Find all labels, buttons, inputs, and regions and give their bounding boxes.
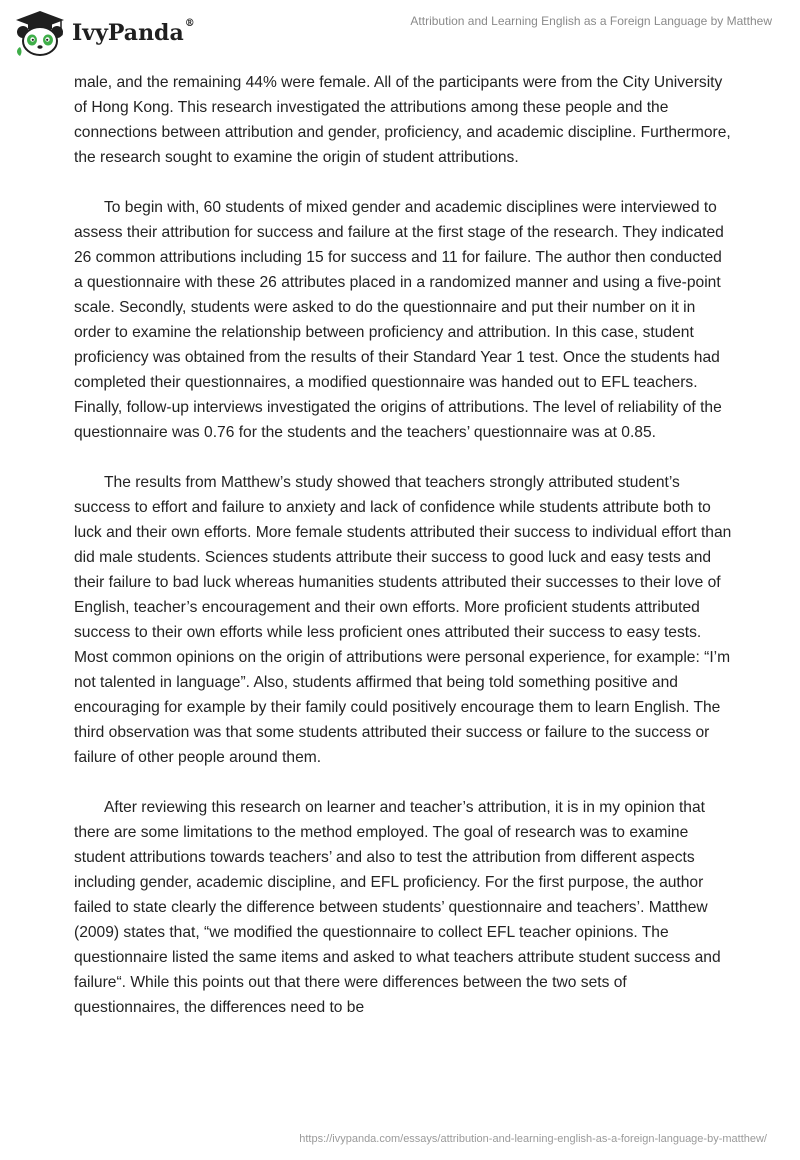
registered-mark: ®	[184, 18, 195, 29]
essay-body	[74, 70, 734, 1045]
brand-name: IvyPanda	[72, 20, 184, 46]
page-header	[0, 0, 800, 64]
document-title: Attribution and Learning English as a Foreign Language by Matthew	[410, 14, 772, 28]
paragraph-4: After reviewing this research on learner and teacher’s attribution, it is in my opinion that there are some limitations to the method employed. The goal of research was to examine student attributions towards teachers’ and also to test the attribution from different aspects including gender, academic discipline, and EFL proficiency. For the first purpose, the author failed to state clearly the difference between students’ questionnaire and teachers’. Matthew (2009) states that, “we modified the questionnaire to collect EFL teacher opinions. The questionnaire listed the same items and asked to what teachers attribute student success and failure“. While this points out that there were differences between the two sets of questionnaires, the differences need to be	[74, 799, 721, 1016]
paragraph-2: To begin with, 60 students of mixed gender and academic disciplines were interviewed to assess their attribution for success and failure at the first stage of the research. They indicated 26 common attributions including 15 for success and 11 for failure. The author then conducted a questionnaire with these 26 attributes placed in a randomized manner and using a five-point scale. Secondly, students were asked to do the questionnaire and put their number on it in order to examine the relationship between proficiency and attribution. In this case, student proficiency was obtained from the results of their Standard Year 1 test. Once the students had completed their questionnaires, a modified questionnaire was handed out to EFL teachers. Finally, follow-up interviews investigated the origins of attributions. The level of reliability of the questionnaire was 0.76 for the students and the teachers’ questionnaire was at 0.85.	[74, 199, 724, 441]
paragraph-1: male, and the remaining 44% were female. All of the participants were from the City University of Hong Kong. This research investigated the attributions among these people and the connections between attribution and gender, proficiency, and academic discipline. Furthermore, the research sought to examine the origin of student attributions.	[74, 74, 731, 166]
source-url[interactable]: https://ivypanda.com/essays/attribution-and-learning-english-as-a-foreign-language-by-matthew/	[299, 1133, 767, 1145]
brand-wordmark	[72, 20, 195, 46]
panda-graduate-icon	[14, 9, 66, 57]
paragraph-3: The results from Matthew’s study showed that teachers strongly attributed student’s success to effort and failure to anxiety and lack of confidence while students attribute both to luck and their own efforts. More female students attributed their success to individual effort than did male students. Sciences students attribute their success to good luck and easy tests and their failure to bad luck whereas humanities students attributed their successes to their love of English, teacher’s encouragement and their own efforts. More proficient students attributed success to their own efforts while less proficient ones attributed their success to easy tests. Most common opinions on the origin of attributions were personal experience, for example: “I’m not talented in language”. Also, students affirmed that being told something positive and encouraging for example by their family could positively encourage them to learn English. The third observation was that some students attributed their success or failure to the success or failure of other people around them.	[74, 474, 732, 766]
ivypanda-logo[interactable]	[14, 8, 195, 58]
